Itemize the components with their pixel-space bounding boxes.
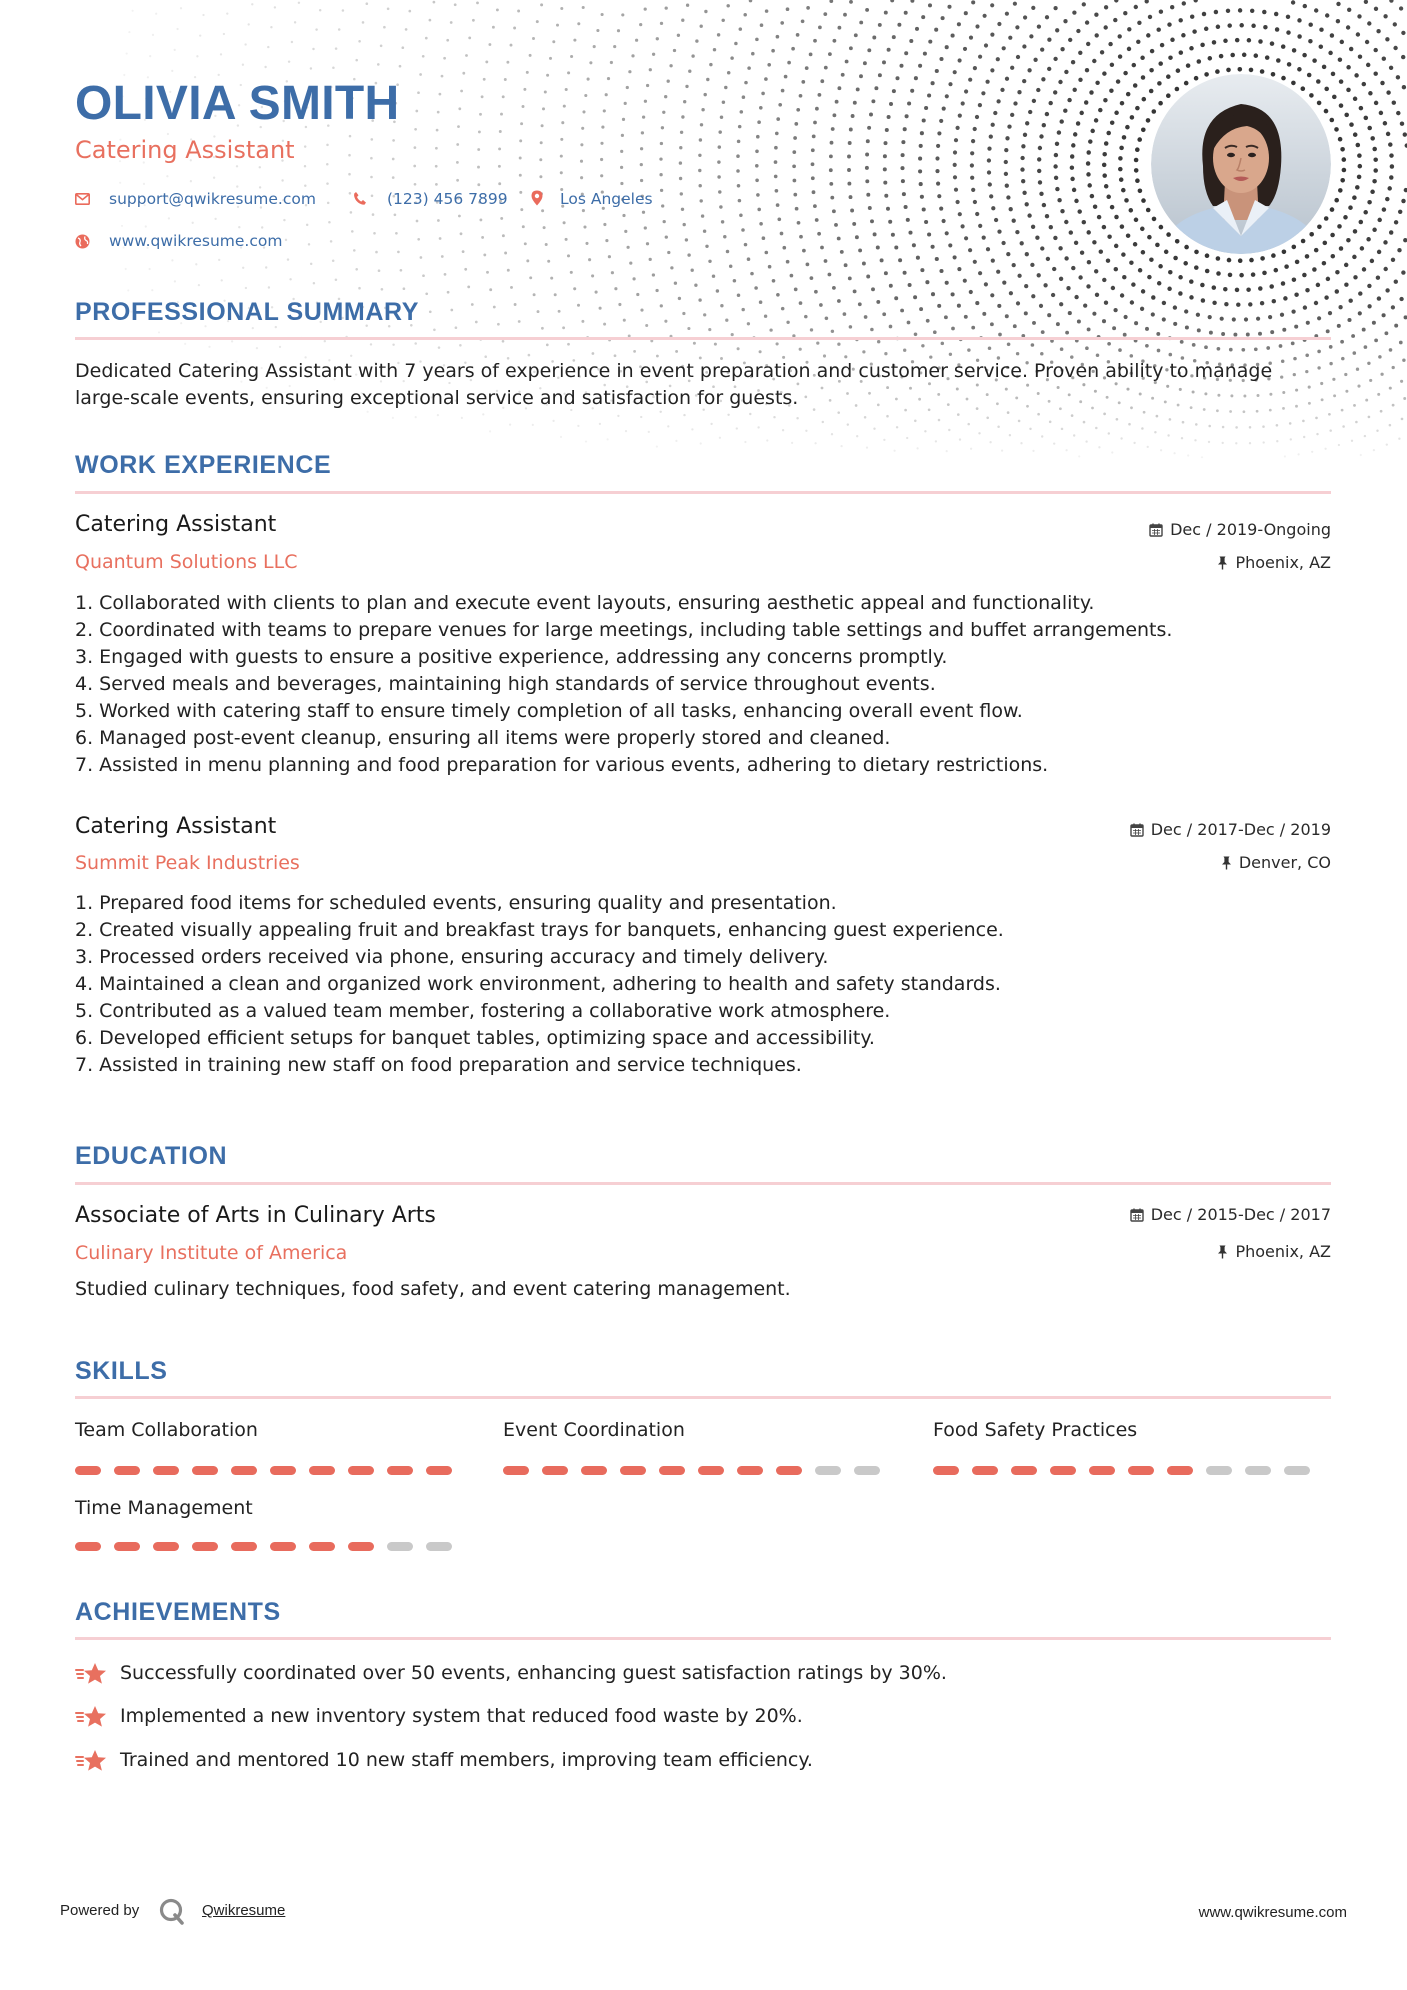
pushpin-icon — [1217, 1245, 1228, 1259]
skill-dash-filled — [503, 1466, 529, 1475]
skill-dash-filled — [620, 1466, 646, 1475]
list-text: Coordinated with teams to prepare venues for large meetings, including table settings and buffet arrangements. — [99, 619, 1173, 641]
job-dates — [1130, 820, 1331, 840]
list-number: 1. — [75, 592, 94, 614]
section-divider — [75, 1182, 1331, 1185]
job-title: Catering Assistant — [75, 814, 277, 839]
skill-dash-filled — [231, 1466, 257, 1475]
skill-dash-empty — [426, 1542, 452, 1551]
list-item — [75, 1052, 1331, 1079]
skill-dash-empty — [1245, 1466, 1271, 1475]
list-number: 6. — [75, 727, 94, 749]
list-text: Developed efficient setups for banquet tables, optimizing space and accessibility. — [99, 1027, 875, 1049]
job-dates — [1149, 520, 1331, 540]
website-link[interactable]: www.qwikresume.com — [109, 232, 283, 250]
skill-dash-filled — [581, 1466, 607, 1475]
footer-url: www.qwikresume.com — [1198, 1904, 1347, 1921]
job-responsibilities-list — [75, 890, 1331, 1079]
skills-heading: SKILLS — [75, 1357, 168, 1385]
skill-dash-empty — [815, 1466, 841, 1475]
skill-dash-filled — [737, 1466, 763, 1475]
list-number: 3. — [75, 646, 94, 668]
list-text: Assisted in menu planning and food preparation for various events, adhering to dietary restrictions. — [99, 754, 1049, 776]
list-text: Served meals and beverages, maintaining high standards of service throughout events. — [99, 673, 936, 695]
calendar-icon — [1130, 823, 1144, 837]
list-number: 3. — [75, 946, 94, 968]
list-number: 6. — [75, 1027, 94, 1049]
profile-photo — [1151, 74, 1331, 254]
skill-level-bar — [75, 1466, 452, 1475]
education-dates — [1130, 1205, 1331, 1225]
skill-dash-filled — [1089, 1466, 1115, 1475]
calendar-icon — [1149, 523, 1163, 537]
skill-name: Food Safety Practices — [933, 1419, 1138, 1441]
skill-dash-empty — [1284, 1466, 1310, 1475]
list-text: Assisted in training new staff on food preparation and service techniques. — [99, 1054, 802, 1076]
skill-level-bar — [503, 1466, 880, 1475]
skill-dash-filled — [387, 1466, 413, 1475]
list-item — [75, 971, 1331, 998]
skill-dash-filled — [1050, 1466, 1076, 1475]
job-title: Catering Assistant — [75, 512, 277, 537]
list-item — [75, 644, 1331, 671]
skill-dash-filled — [542, 1466, 568, 1475]
qwikresume-logo-icon — [158, 1897, 186, 1929]
skill-dash-filled — [1128, 1466, 1154, 1475]
list-text: Processed orders received via phone, ensuring accuracy and timely delivery. — [99, 946, 829, 968]
list-text: Worked with catering staff to ensure timely completion of all tasks, enhancing overall event flow. — [99, 700, 1023, 722]
skill-dash-filled — [348, 1542, 374, 1551]
list-number: 5. — [75, 700, 94, 722]
list-item — [75, 698, 1331, 725]
section-divider — [75, 337, 1331, 340]
job-location — [1221, 853, 1331, 873]
calendar-icon — [1130, 1208, 1144, 1222]
star-icon — [75, 1661, 109, 1687]
summary-text: Dedicated Catering Assistant with 7 years of experience in event preparation and customer service. Proven ability to manage large-scale events, ensuring exceptional service and satisfaction for guests. — [75, 360, 1273, 409]
envelope-icon — [75, 193, 90, 205]
skill-name: Time Management — [75, 1497, 253, 1519]
list-number: 1. — [75, 892, 94, 914]
list-item — [75, 590, 1331, 617]
skill-dash-filled — [114, 1466, 140, 1475]
job-responsibilities-list — [75, 590, 1331, 779]
skill-dash-filled — [153, 1542, 179, 1551]
skill-dash-filled — [309, 1542, 335, 1551]
skill-level-bar — [75, 1542, 452, 1551]
candidate-name: OLIVIA SMITH — [75, 77, 400, 130]
education-dates-text: Dec / 2015-Dec / 2017 — [1150, 1205, 1331, 1224]
skill-dash-filled — [698, 1466, 724, 1475]
skill-dash-filled — [933, 1466, 959, 1475]
skill-dash-filled — [659, 1466, 685, 1475]
skill-dash-filled — [75, 1542, 101, 1551]
list-item — [75, 725, 1331, 752]
job-dates-text: Dec / 2017-Dec / 2019 — [1150, 820, 1331, 839]
list-number: 4. — [75, 973, 94, 995]
email-link[interactable]: support@qwikresume.com — [109, 190, 316, 208]
skill-dash-filled — [426, 1466, 452, 1475]
list-item — [75, 917, 1331, 944]
star-icon — [75, 1704, 109, 1730]
list-number: 5. — [75, 1000, 94, 1022]
education-description: Studied culinary techniques, food safety, and event catering management. — [75, 1278, 791, 1300]
achievement-item — [75, 1747, 813, 1774]
skill-dash-filled — [192, 1542, 218, 1551]
section-divider — [75, 1396, 1331, 1399]
job-location-text: Denver, CO — [1238, 853, 1331, 872]
list-item — [75, 671, 1331, 698]
list-number: 4. — [75, 673, 94, 695]
skill-dash-filled — [1011, 1466, 1037, 1475]
company-name: Summit Peak Industries — [75, 852, 300, 874]
skill-dash-filled — [1167, 1466, 1193, 1475]
qwikresume-brand-link[interactable]: Qwikresume — [202, 1902, 286, 1919]
map-pin-icon — [531, 190, 543, 206]
skill-dash-filled — [776, 1466, 802, 1475]
list-text: Engaged with guests to ensure a positive experience, addressing any concerns promptly. — [99, 646, 948, 668]
achievement-text: Successfully coordinated over 50 events, enhancing guest satisfaction ratings by 30%. — [120, 1662, 947, 1684]
achievement-text: Trained and mentored 10 new staff members, improving team efficiency. — [120, 1749, 813, 1771]
achievement-text: Implemented a new inventory system that reduced food waste by 20%. — [120, 1705, 803, 1727]
skill-dash-filled — [348, 1466, 374, 1475]
list-text: Collaborated with clients to plan and execute event layouts, ensuring aesthetic appeal and functionality. — [99, 592, 1095, 614]
education-location — [1217, 1242, 1331, 1262]
skill-level-bar — [933, 1466, 1310, 1475]
pushpin-icon — [1221, 856, 1232, 870]
skill-dash-filled — [192, 1466, 218, 1475]
summary-heading: PROFESSIONAL SUMMARY — [75, 298, 419, 326]
skill-name: Team Collaboration — [75, 1419, 258, 1441]
list-item — [75, 944, 1331, 971]
skill-dash-filled — [309, 1466, 335, 1475]
skill-dash-empty — [387, 1542, 413, 1551]
list-number: 2. — [75, 919, 94, 941]
skill-dash-filled — [75, 1466, 101, 1475]
section-divider — [75, 491, 1331, 494]
star-icon — [75, 1748, 109, 1774]
list-text: Managed post-event cleanup, ensuring all items were properly stored and cleaned. — [99, 727, 891, 749]
list-number: 7. — [75, 1054, 94, 1076]
location-text: Los Angeles — [560, 190, 653, 208]
pushpin-icon — [1217, 556, 1228, 570]
skill-dash-filled — [270, 1542, 296, 1551]
phone-icon — [353, 191, 367, 206]
skill-dash-filled — [270, 1466, 296, 1475]
skill-dash-empty — [854, 1466, 880, 1475]
skill-name: Event Coordination — [503, 1419, 685, 1441]
skill-dash-empty — [1206, 1466, 1232, 1475]
list-item — [75, 617, 1331, 644]
phone-number: (123) 456 7899 — [387, 190, 508, 208]
skill-dash-filled — [153, 1466, 179, 1475]
list-text: Contributed as a valued team member, fostering a collaborative work atmosphere. — [99, 1000, 891, 1022]
job-location — [1217, 553, 1331, 573]
list-number: 2. — [75, 619, 94, 641]
education-heading: EDUCATION — [75, 1142, 228, 1170]
company-name: Quantum Solutions LLC — [75, 551, 298, 573]
list-text: Maintained a clean and organized work environment, adhering to health and safety standards. — [99, 973, 1001, 995]
list-item — [75, 752, 1331, 779]
job-dates-text: Dec / 2019-Ongoing — [1170, 520, 1331, 539]
skill-dash-filled — [972, 1466, 998, 1475]
skill-dash-filled — [231, 1542, 257, 1551]
candidate-title: Catering Assistant — [75, 136, 295, 164]
skill-dash-filled — [114, 1542, 140, 1551]
school-name: Culinary Institute of America — [75, 1242, 348, 1264]
globe-icon — [75, 234, 90, 249]
achievement-item — [75, 1703, 803, 1730]
degree-title: Associate of Arts in Culinary Arts — [75, 1203, 436, 1228]
section-divider — [75, 1637, 1331, 1640]
experience-heading: WORK EXPERIENCE — [75, 451, 332, 479]
list-number: 7. — [75, 754, 94, 776]
education-location-text: Phoenix, AZ — [1235, 1242, 1331, 1261]
job-location-text: Phoenix, AZ — [1235, 553, 1331, 572]
list-item — [75, 1025, 1331, 1052]
list-text: Created visually appealing fruit and breakfast trays for banquets, enhancing guest experience. — [99, 919, 1004, 941]
powered-by-label: Powered by — [60, 1902, 140, 1919]
achievement-item — [75, 1660, 947, 1687]
list-text: Prepared food items for scheduled events, ensuring quality and presentation. — [99, 892, 837, 914]
list-item — [75, 890, 1331, 917]
list-item — [75, 998, 1331, 1025]
achievements-heading: ACHIEVEMENTS — [75, 1598, 281, 1626]
